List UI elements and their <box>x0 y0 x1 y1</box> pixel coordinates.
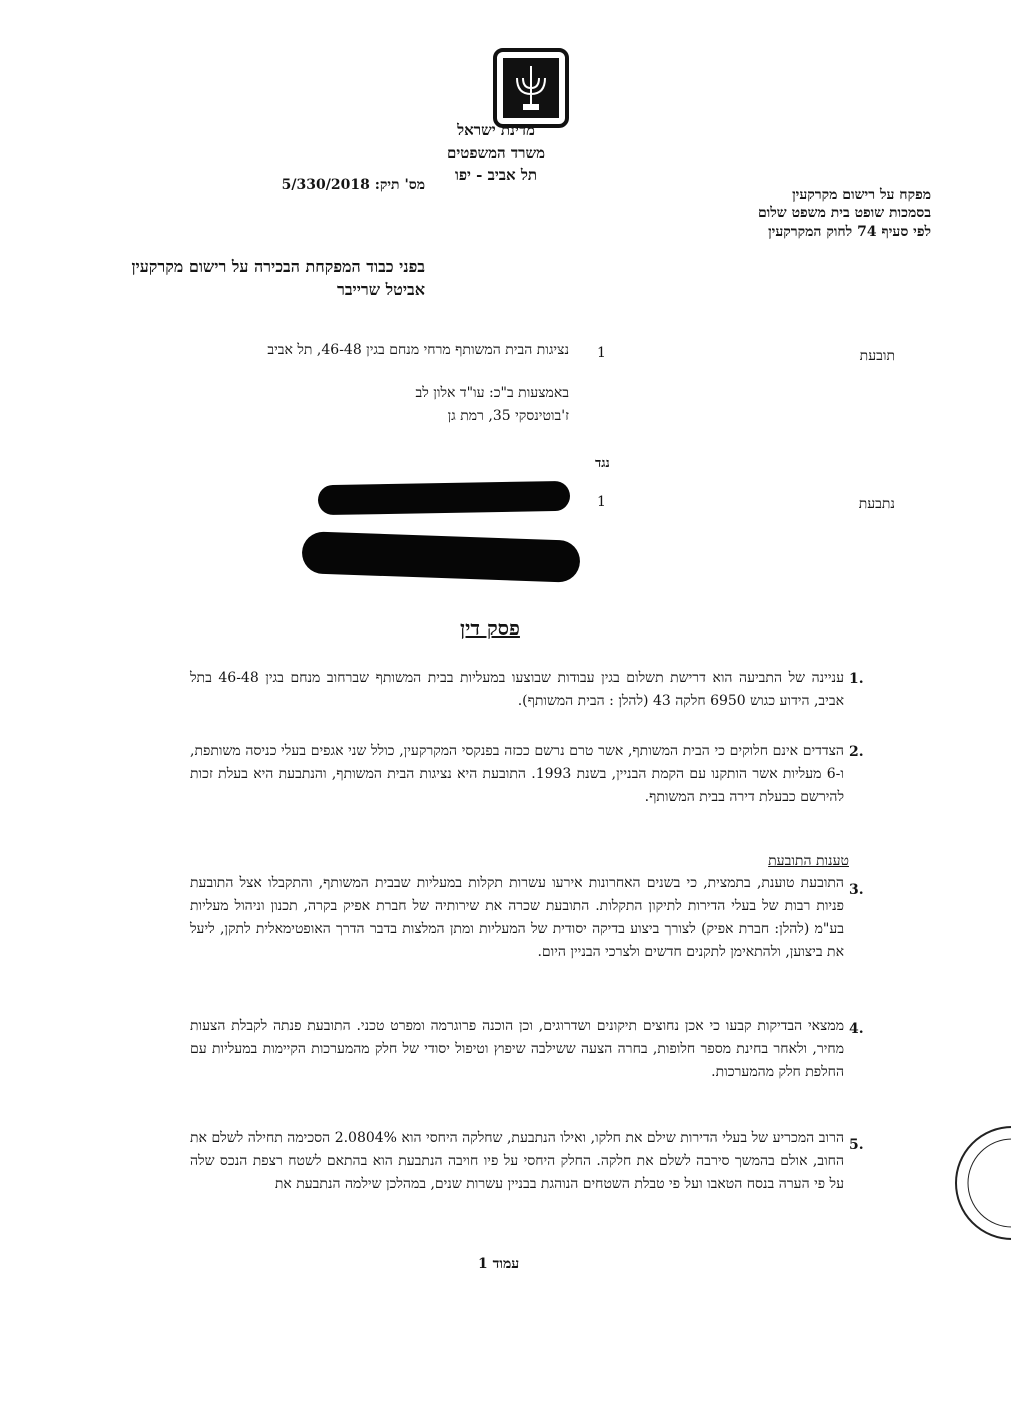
paragraph: עניינה של התביעה הוא דרישת תשלום בגין עבודות שבוצעו במעליות בבית המשותף שברחוב מנחם בגין 46-48 בתל אביב, הידוע כגוש 6950 חלקה 43 (להלן : הבית המשותף). <box>190 670 844 709</box>
plaintiff-attorney: באמצעות ב"כ: עו"ד אלון לב <box>415 385 569 401</box>
state-emblem-icon <box>493 48 569 128</box>
registrar-section: לפי סעיף 74 לחוק המקרקעין <box>768 224 931 240</box>
paragraph-number: 3. <box>849 882 864 898</box>
paragraph: הרוב המכריע של בעלי הדירות שילם את חלקו, ואילו הנתבעת, שחלקה היחסי הוא 2.0804% הסכימה תחילה לשלם את החוב, אולם בהמשך סירבה לשלם את חלקה. החלק היחסי על פיו חויבה הנתבעת הוא בהתאם לשטח רצפת הנכס שלה על פי הערה בנסח הטאבו ועל פי טבלת השטחים הנוהגת בבניין עשרות שנים, במהלכן שילמה הנתבעת את <box>190 1130 844 1192</box>
registrar-title: מפקח על רישום מקרקעין <box>792 187 931 203</box>
paragraph-number: 4. <box>849 1021 864 1037</box>
plaintiff-role: תובעת <box>859 348 895 364</box>
paragraph-number: 2. <box>849 744 864 760</box>
redaction-mark <box>318 481 570 515</box>
state-name: מדינת ישראל <box>457 121 535 139</box>
paragraph-number: 5. <box>849 1137 864 1153</box>
plaintiff-name: נציגות הבית המשותף מרחי מנחם בגין 46-48, תל אביב <box>267 342 569 358</box>
judge-name: אביטל שרייבר <box>336 280 425 299</box>
page-number: עמוד 1 <box>478 1256 520 1272</box>
ministry-name: משרד המשפטים <box>447 144 545 162</box>
section-heading: טענות התובעת <box>768 853 849 869</box>
registrar-authority: בסמכות שופט בית משפט שלום <box>757 205 931 221</box>
defendant-role: נתבעת <box>858 496 895 512</box>
paragraph-number: 1. <box>849 671 864 687</box>
file-number: מס' תיק: 5/330/2018 <box>281 177 425 193</box>
city-name: תל אביב - יפו <box>454 166 537 184</box>
plaintiff-address: ז'בוטינסקי 35, רמת גן <box>447 408 569 424</box>
redaction-mark <box>301 531 580 583</box>
versus-label: נגד <box>595 456 610 471</box>
plaintiff-number: 1 <box>597 345 606 361</box>
court-seal-stamp-icon <box>952 1108 1011 1258</box>
judge-title: בפני כבוד המפקחת הבכירה על רישום מקרקעין <box>131 257 425 276</box>
paragraph: הצדדים אינם חלוקים כי הבית המשותף, אשר טרם נרשם ככזה בפנקסי המקרקעין, כולל שני אגפים בעלי כניסה משותפת, ו-6 מעליות אשר הותקנו עם הקמת הבניין, בשנת 1993. התובעת היא נציגות הבית המשותף, והנתבעת היא בעלת זכות להירשם כבעלת דירה בבית המשותף. <box>190 743 844 805</box>
paragraph: התובעת טוענת, בתמצית, כי בשנים האחרונות אירעו עשרות תקלות במעליות שבבית המשותף, והתקבלו אצל התובעת פניות רבות של בעלי הדירות לתיקון התקלות. התובעת שכרה את שירותיה של חברת אפיק בקרה, תכנון וניהול מעליות בע"מ (להלן: חברת אפיק) לצורך ביצוע בדיקה יסודית של המעליות ומתן המלצות בדבר הדרך האופטימאלית לתקן, ליעל את ביצוען, ולהתאימן לתקנים חדשים ולצרכי הבניין היום. <box>190 875 844 960</box>
verdict-title: פסק דין <box>460 616 520 640</box>
paragraph: ממצאי הבדיקות קבעו כי אכן נחוצים תיקונים ושדרוגים, וכן הוכנה פרוגרמה ומפרט טכני. התובעת פנתה לקבלת הצעות מחיר, ולאחר בחינת מספר חלופות, בחרה הצעה ששילבה שיפוץ וטיפול יסודי של חלק מהמערכות הקיימות במעליות עם החלפת חלק מהמערכות. <box>190 1018 844 1080</box>
defendant-number: 1 <box>597 494 606 510</box>
